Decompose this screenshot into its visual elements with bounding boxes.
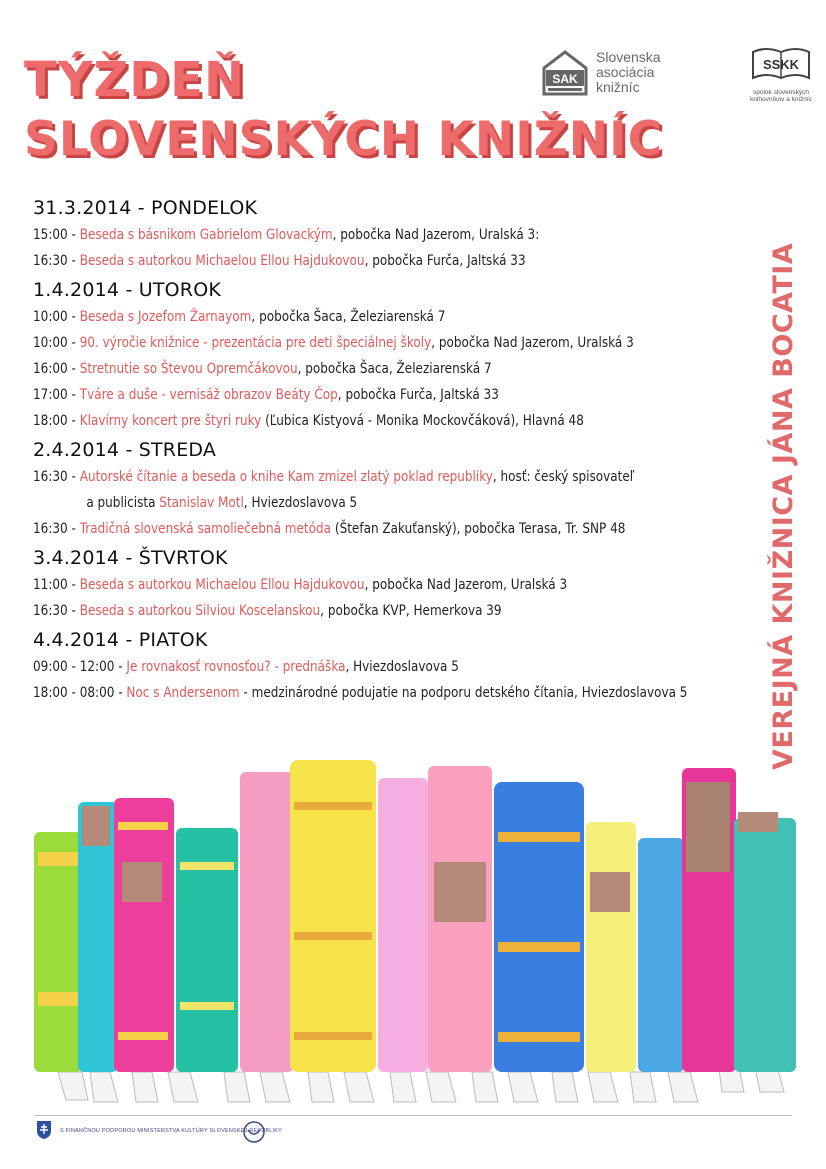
event-time-separator: -	[67, 253, 80, 269]
event-time-separator: -	[114, 685, 127, 701]
sskk-line2: knihovníkov a knižníc	[750, 96, 812, 103]
event-title: Beseda s autorkou Michaelou Ellou Hajdukovou	[79, 253, 365, 269]
event-row	[33, 382, 661, 408]
sskk-line1: spolok slovenských	[753, 89, 809, 96]
poster-title-line2: SLOVENSKÝCH KNIŽNÍC	[24, 112, 664, 167]
side-library-name: VEREJNÁ KNIŽNICA JÁNA BOCATIA	[768, 242, 799, 770]
event-row	[33, 304, 661, 330]
books-illustration	[28, 742, 808, 1122]
event-time-separator: -	[67, 521, 80, 537]
event-schedule	[33, 196, 763, 710]
event-title: 90. výročie knižnice - prezentácia pre deti špeciálnej školy	[79, 335, 432, 351]
event-row	[33, 330, 661, 356]
event-row	[33, 464, 661, 490]
sak-house-icon	[540, 48, 590, 98]
day-block	[33, 628, 763, 706]
event-row	[33, 680, 688, 706]
sak-line3: knižníc	[596, 79, 640, 95]
event-title: Tradičná slovenská samoliečebná metóda	[79, 521, 332, 537]
day-block	[33, 196, 763, 274]
sak-line2: asociácia	[596, 64, 655, 80]
event-time-separator: -	[67, 309, 80, 325]
event-time-separator: -	[67, 335, 80, 351]
event-time: 16:30	[33, 469, 68, 485]
event-location: - medzinárodné podujatie na podporu detského čítania, Hviezdoslavova 5	[239, 685, 688, 701]
event-row	[33, 408, 661, 434]
sskk-mark-text: SSKK	[762, 57, 800, 72]
event-location: , pobočka Šaca, Železiarenská 7	[297, 361, 492, 377]
event-title: Stretnutie so Števou Opremčákovou	[79, 361, 298, 377]
event-row	[33, 572, 661, 598]
event-time: 16:30	[33, 253, 68, 269]
event-title: Noc s Andersenom	[126, 685, 240, 701]
sskk-logo	[742, 44, 820, 114]
day-heading: 2.4.2014 - STREDA	[33, 439, 217, 461]
event-row	[33, 222, 661, 248]
event-location: , Hviezdoslavova 5	[345, 659, 459, 675]
event-time-separator: -	[67, 387, 80, 403]
event-time: 10:00	[33, 309, 68, 325]
event-time-separator: -	[114, 659, 127, 675]
sak-logo	[540, 48, 690, 100]
event-time: 17:00	[33, 387, 68, 403]
event-title: Autorské čítanie a beseda o knihe Kam zmizel zlatý poklad republiky	[79, 469, 493, 485]
event-time: 18:00 - 08:00	[33, 685, 115, 701]
event-location: , pobočka Furča, Jaltská 33	[364, 253, 526, 269]
event-time-separator: -	[67, 227, 80, 243]
day-block	[33, 278, 763, 434]
slovak-crest-icon	[36, 1120, 52, 1140]
event-row	[33, 490, 661, 516]
event-time: 16:30	[33, 521, 68, 537]
event-row	[33, 356, 661, 382]
event-row	[33, 598, 661, 624]
event-title: Tváre a duše - vernisáž obrazov Beáty Čop	[79, 387, 338, 403]
event-location: (Ľubica Kistyová - Monika Mockovčáková), Hlavná 48	[261, 413, 584, 429]
event-location: , Hviezdoslavova 5	[243, 495, 358, 511]
event-location: , pobočka Nad Jazerom, Uralská 3	[431, 335, 634, 351]
event-location: , pobočka Nad Jazerom, Uralská 3:	[332, 227, 540, 243]
poster-title-line1: TÝŽDEŇ	[24, 52, 246, 108]
event-time-separator: -	[67, 603, 80, 619]
event-time-separator: -	[67, 577, 80, 593]
footer-divider	[34, 1115, 792, 1116]
event-row	[33, 654, 661, 680]
day-heading: 31.3.2014 - PONDELOK	[33, 197, 258, 219]
event-location: , pobočka Nad Jazerom, Uralská 3	[364, 577, 568, 593]
sak-line1: Slovenska	[596, 49, 661, 65]
event-title: Beseda s básnikom Gabrielom Glovackým	[79, 227, 333, 243]
event-time-separator: -	[67, 469, 80, 485]
event-guest-name: Stanislav Motl	[159, 495, 244, 511]
event-row	[33, 248, 661, 274]
event-time-separator: -	[67, 413, 80, 429]
day-block	[33, 438, 763, 542]
ministry-emblem-icon	[240, 1120, 268, 1144]
event-time: 09:00 - 12:00	[33, 659, 115, 675]
event-location: , pobočka Šaca, Železiarenská 7	[251, 309, 446, 325]
event-title: Klavírny koncert pre štyri ruky	[79, 413, 262, 429]
day-heading: 3.4.2014 - ŠTVRTOK	[33, 547, 228, 569]
event-title: Je rovnakosť rovnosťou? - prednáška	[126, 659, 346, 675]
event-title: Beseda s autorkou Michaelou Ellou Hajdukovou	[79, 577, 365, 593]
event-time: 16:30	[33, 603, 68, 619]
event-location: , hosť: český spisovateľ	[492, 469, 635, 485]
event-title: Beseda s autorkou Silviou Koscelanskou	[79, 603, 321, 619]
event-time: 15:00	[33, 227, 68, 243]
event-location: , pobočka KVP, Hemerkova 39	[320, 603, 502, 619]
footer	[36, 1120, 282, 1148]
event-time: 16:00	[33, 361, 68, 377]
sak-mark-text: SAK	[552, 72, 578, 86]
event-time: 10:00	[33, 335, 68, 351]
event-time: 11:00	[33, 577, 68, 593]
event-continuation: a publicista	[86, 495, 160, 511]
day-heading: 1.4.2014 - UTOROK	[33, 279, 222, 301]
event-title: Beseda s Jozefom Žarnayom	[79, 309, 252, 325]
event-location: , pobočka Furča, Jaltská 33	[337, 387, 499, 403]
event-time-separator: -	[67, 361, 80, 377]
sskk-book-icon	[751, 44, 811, 84]
event-location: (Štefan Zakuťanský), pobočka Terasa, Tr. SNP 48	[331, 521, 626, 537]
event-row	[33, 516, 661, 542]
day-heading: 4.4.2014 - PIATOK	[33, 629, 208, 651]
day-block	[33, 546, 763, 624]
footer-text: S FINANČNOU PODPOROU MINISTERSTVA KULTÚRY SLOVENSKEJ REPUBLIKY	[60, 1128, 282, 1134]
event-time: 18:00	[33, 413, 68, 429]
